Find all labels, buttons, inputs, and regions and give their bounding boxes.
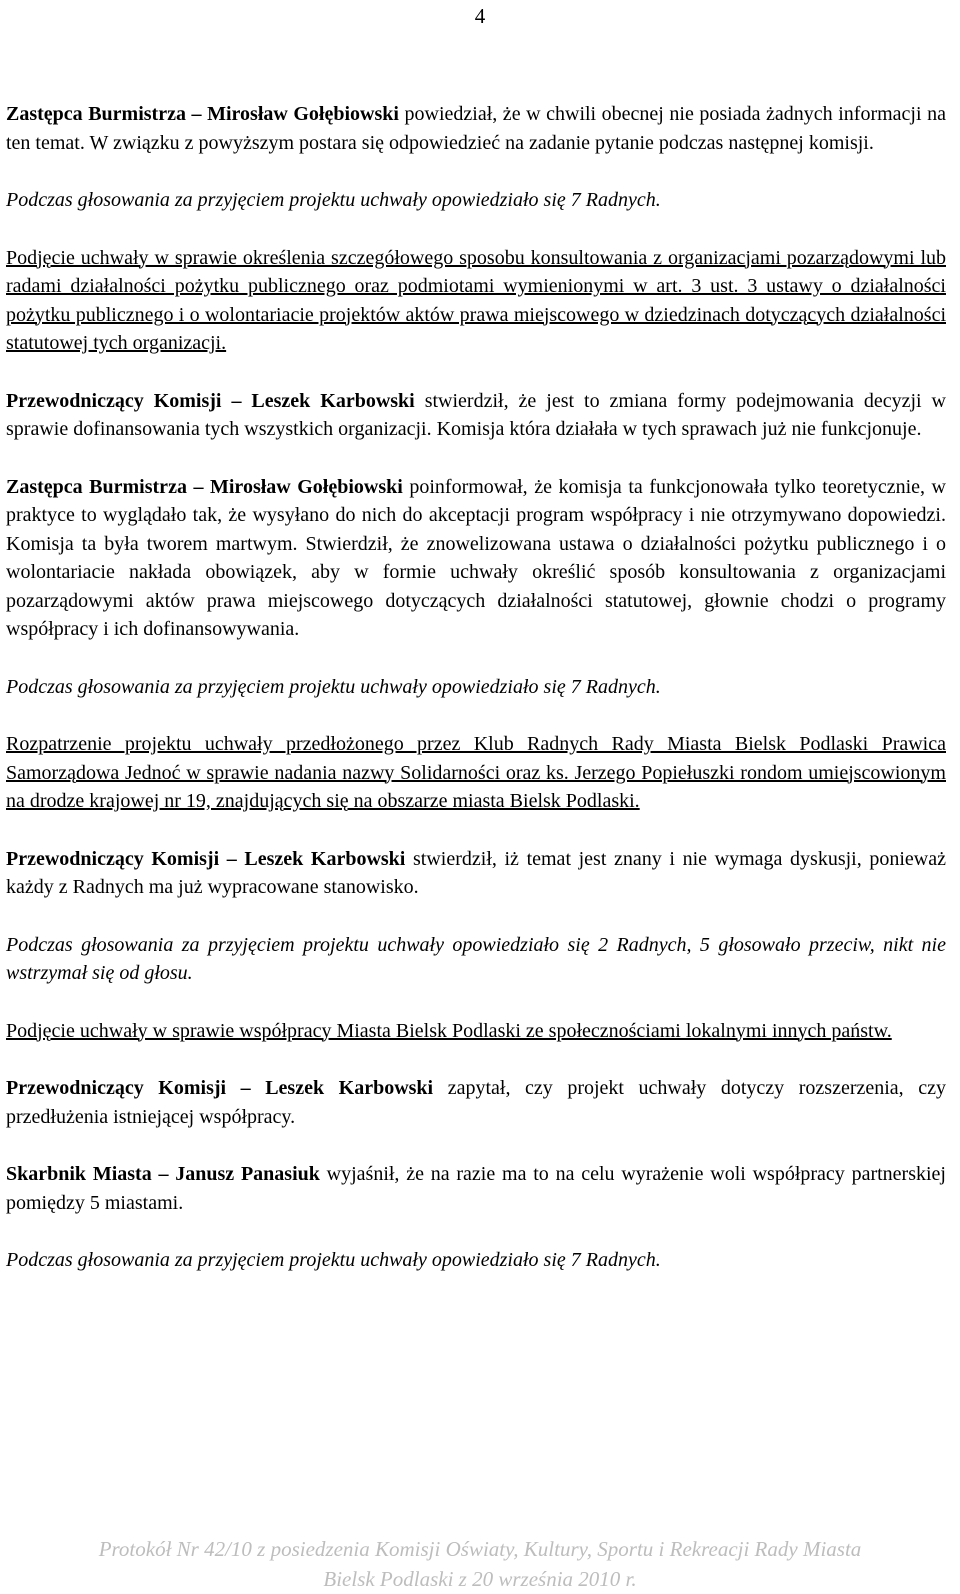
vote-result: Podczas głosowania za przyjęciem projektu uchwały opowiedziało się 7 Radnych.	[6, 675, 661, 698]
vote-result: Podczas głosowania za przyjęciem projektu uchwały opowiedziało się 7 Radnych.	[6, 189, 661, 211]
statement-text: powiedział, że w chwili obecnej nie posiada żadnych informacji na ten temat. W związku z powyższym postara się odpowiedzieć na zadanie pytanie podczas następnej komisji.	[6, 103, 946, 154]
paragraph-statement	[6, 1160, 946, 1217]
paragraph-statement	[6, 1074, 946, 1131]
paragraph-statement	[6, 845, 946, 902]
agenda-topic: Podjęcie uchwały w sprawie współpracy Miasta Bielsk Podlaski ze społecznościami lokalnymi innych państw.	[6, 1019, 892, 1042]
speaker-name: Przewodniczący Komisji – Leszek Karbowski	[6, 847, 406, 870]
speaker-name: Skarbnik Miasta – Janusz Panasiuk	[6, 1163, 320, 1185]
document-body	[6, 100, 946, 1304]
footer-line: Protokół Nr 42/10 z posiedzenia Komisji Oświaty, Kultury, Sportu i Rekreacji Rady Miasta	[98, 1537, 862, 1561]
speaker-name: Przewodniczący Komisji – Leszek Karbowski	[6, 1077, 434, 1099]
speaker-name: Zastępca Burmistrza – Mirosław Gołębiowski	[6, 103, 399, 125]
statement-text: stwierdził, że jest to zmiana formy podejmowania decyzji w sprawie dofinansowania tych wszystkich organizacji. Komisja która działała w tych sprawach już nie funkcjonuje.	[6, 389, 946, 440]
vote-result: Podczas głosowania za przyjęciem projektu uchwały opowiedziało się 7 Radnych.	[6, 1249, 661, 1271]
speaker-name: Przewodniczący Komisji – Leszek Karbowski	[6, 389, 415, 412]
paragraph-statement	[6, 473, 946, 644]
page-footer	[0, 1534, 960, 1594]
agenda-topic: Rozpatrzenie projektu uchwały przedłożonego przez Klub Radnych Rady Miasta Bielsk Podlaski Prawica Samorządowa Jednoć w sprawie nadania nazwy Solidarności oraz ks. Jerzego Popiełuszki rondom umiejscowionym na drodze krajowej nr 19, znajdujących się na obszarze miasta Bielsk Podlaski.	[6, 733, 946, 812]
statement-text: zapytał, czy projekt uchwały dotyczy rozszerzenia, czy przedłużenia istniejącej współpracy.	[6, 1077, 947, 1128]
paragraph-statement	[6, 387, 946, 444]
page-number: 4	[474, 4, 486, 28]
vote-result: Podczas głosowania za przyjęciem projektu uchwały opowiedziało się 2 Radnych, 5 głosowało przeciw, nikt nie wstrzymał się od głosu.	[6, 933, 946, 984]
statement-text: poinformował, że komisja ta funkcjonowała tylko teoretycznie, w praktyce to wyglądało tak, że wysyłano do nich do akceptacji program współpracy i nie otrzymywano dopowiedzi. Komisja ta była tworem martwym. Stwierdził, że znowelizowana ustawa o działalności pożytku publicznego i o wolontariacie nakłada obowiązek, aby w formie uchwały określić sposób konsultowania z organizacjami pozarządowymi aktów prawa miejscowego dotyczących działalności statutowej, głownie chodzi o programy współpracy i ich dofinansowywania.	[6, 475, 946, 640]
paragraph-statement	[6, 100, 946, 157]
agenda-topic: Podjęcie uchwały w sprawie określenia szczegółowego sposobu konsultowania z organizacjami pozarządowymi lub radami działalności pożytku publicznego oraz podmiotami wymienionymi w art. 3 ust. 3 ustawy o działalności pożytku publicznego i o wolontariacie projektów aktów prawa miejscowego w dziedzinach dotyczących działalności statutowej tych organizacji.	[6, 246, 946, 354]
statement-text: wyjaśnił, że na razie ma to na celu wyrażenie woli współpracy partnerskiej pomiędzy 5 miastami.	[6, 1163, 946, 1214]
statement-text: stwierdził, iż temat jest znany i nie wymaga dyskusji, ponieważ każdy z Radnych ma już wypracowane stanowisko.	[6, 847, 946, 898]
speaker-name: Zastępca Burmistrza – Mirosław Gołębiowski	[6, 475, 403, 498]
footer-line: Bielsk Podlaski z 20 września 2010 r.	[323, 1567, 637, 1591]
